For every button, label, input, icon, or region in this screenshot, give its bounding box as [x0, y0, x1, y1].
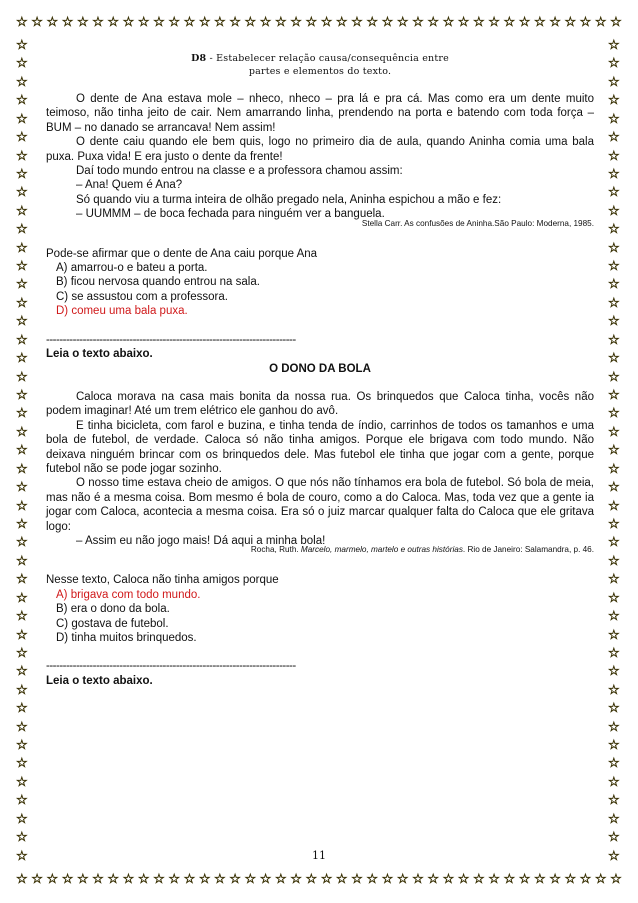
- star-icon: ☆: [244, 14, 257, 29]
- star-icon: ☆: [92, 14, 104, 29]
- star-icon: ☆: [608, 147, 620, 163]
- text1-paragraph: O dente caiu quando ele bem quis, logo no primeiro dia de aula, quando Aninha comia uma bala puxa. Puxa vida! E era justo o dente da frente!: [46, 136, 594, 163]
- border-left: [16, 38, 30, 863]
- star-icon: ☆: [608, 331, 620, 347]
- star-icon: ☆: [608, 165, 620, 181]
- star-icon: ☆: [16, 571, 28, 587]
- star-icon: ☆: [16, 55, 28, 71]
- star-icon: ☆: [16, 681, 28, 697]
- star-icon: ☆: [274, 14, 287, 29]
- star-icon: ☆: [61, 871, 74, 886]
- star-icon: ☆: [16, 810, 28, 826]
- star-icon: ☆: [259, 871, 272, 886]
- star-icon: ☆: [608, 184, 620, 200]
- star-icon: ☆: [229, 871, 241, 886]
- star-icon: ☆: [16, 423, 28, 439]
- star-icon: ☆: [608, 73, 620, 89]
- text2-title: O DONO DA BOLA: [269, 362, 371, 375]
- star-icon: ☆: [16, 14, 28, 29]
- star-icon: ☆: [16, 737, 28, 753]
- star-icon: ☆: [579, 871, 592, 886]
- question1-option-a: A) amarrou-o e bateu a porta.: [56, 262, 208, 275]
- star-icon: ☆: [76, 871, 89, 886]
- text1-dialogue: – Ana! Quem é Ana?: [76, 179, 183, 192]
- star-icon: ☆: [305, 14, 318, 29]
- star-icon: ☆: [608, 829, 620, 845]
- star-icon: ☆: [290, 871, 302, 886]
- star-icon: ☆: [335, 14, 348, 29]
- separator: ---------------------------------------------------------------------------: [46, 660, 296, 673]
- star-icon: ☆: [16, 276, 28, 292]
- star-icon: ☆: [533, 14, 546, 29]
- star-icon: ☆: [16, 129, 28, 145]
- star-icon: ☆: [198, 871, 211, 886]
- separator: ---------------------------------------------------------------------------: [46, 333, 296, 346]
- star-icon: ☆: [214, 14, 226, 29]
- star-icon: ☆: [608, 92, 620, 108]
- star-icon: ☆: [16, 37, 28, 52]
- star-icon: ☆: [16, 202, 28, 218]
- star-icon: ☆: [442, 14, 455, 29]
- star-icon: ☆: [608, 221, 620, 237]
- star-icon: ☆: [107, 14, 120, 29]
- star-icon: ☆: [16, 368, 28, 384]
- star-icon: ☆: [16, 534, 28, 550]
- star-icon: ☆: [320, 14, 333, 29]
- star-icon: ☆: [608, 681, 620, 697]
- star-icon: ☆: [16, 847, 28, 863]
- star-icon: ☆: [16, 515, 28, 531]
- star-icon: ☆: [608, 294, 620, 310]
- star-icon: ☆: [608, 239, 620, 255]
- text2-paragraph: O nosso time estava cheio de amigos. O que nós não tínhamos era bola de futebol. Só bola de meia, mas não é a mesma coisa. Bom mesmo é bola de couro, como a do Caloca. Mas, toda vez que a gente ia jogar com Caloca, acontecia a mesma coisa. Era só o juiz marcar qualquer falta do Caloca que ele gritava logo:: [46, 477, 594, 533]
- star-icon: ☆: [396, 14, 409, 29]
- star-icon: ☆: [608, 773, 620, 789]
- star-icon: ☆: [92, 871, 104, 886]
- star-icon: ☆: [381, 14, 394, 29]
- star-icon: ☆: [16, 110, 28, 126]
- star-icon: ☆: [608, 110, 620, 126]
- star-icon: ☆: [168, 14, 180, 29]
- text1-source: Stella Carr. As confusões de Aninha.São Paulo: Moderna, 1985.: [361, 218, 594, 228]
- star-icon: ☆: [608, 442, 620, 458]
- star-icon: ☆: [608, 258, 620, 274]
- star-icon: ☆: [229, 14, 241, 29]
- star-icon: ☆: [549, 14, 561, 29]
- star-icon: ☆: [168, 871, 180, 886]
- star-icon: ☆: [274, 871, 287, 886]
- question1-option-d-answer: D) comeu uma bala puxa.: [56, 305, 188, 318]
- star-icon: ☆: [61, 14, 74, 29]
- star-icon: ☆: [608, 515, 620, 531]
- star-icon: ☆: [564, 871, 577, 886]
- star-icon: ☆: [351, 14, 363, 29]
- question1: [46, 247, 594, 319]
- star-icon: ☆: [16, 589, 28, 605]
- star-icon: ☆: [396, 871, 409, 886]
- question2-option-d: D) tinha muitos brinquedos.: [56, 632, 197, 644]
- star-icon: ☆: [608, 737, 620, 753]
- page-content: [46, 52, 594, 688]
- question1-option-c: C) se assustou com a professora.: [56, 290, 228, 303]
- star-icon: ☆: [153, 871, 165, 886]
- text2-paragraph: E tinha bicicleta, com farol e buzina, e tinha tenda de índio, carrinhos de todos os tamanhos e uma bola de futebol, de verdade. Caloca só não tinha amigos. Porque ele brigava com todo mundo. Não deixava ninguém brincar com os brinquedos dele. Mas futebol ele tinha que jogar com a gente, porque futebol não se pode jogar sozinho.: [46, 419, 594, 475]
- star-icon: ☆: [16, 92, 28, 108]
- star-icon: ☆: [608, 368, 620, 384]
- text2-source-rest: . Rio de Janeiro: Salamandra, p. 46.: [462, 545, 594, 555]
- star-icon: ☆: [608, 497, 620, 513]
- star-icon: ☆: [351, 871, 363, 886]
- star-icon: ☆: [137, 871, 150, 886]
- star-icon: ☆: [137, 14, 150, 29]
- star-icon: ☆: [16, 773, 28, 789]
- star-icon: ☆: [594, 14, 607, 29]
- star-icon: ☆: [16, 258, 28, 274]
- descriptor-line2: partes e elementos do texto.: [248, 66, 392, 77]
- star-icon: ☆: [442, 871, 455, 886]
- text2-source-title: Marcelo, marmelo, martelo e outras histórias: [300, 545, 463, 555]
- star-icon: ☆: [16, 644, 28, 660]
- page-number: 11: [312, 849, 326, 862]
- star-icon: ☆: [608, 129, 620, 145]
- star-icon: ☆: [198, 14, 211, 29]
- star-icon: ☆: [16, 608, 28, 624]
- star-icon: ☆: [608, 644, 620, 660]
- star-icon: ☆: [608, 460, 620, 476]
- star-icon: ☆: [46, 871, 59, 886]
- question1-option-b: B) ficou nervosa quando entrou na sala.: [56, 276, 260, 289]
- descriptor-heading: [46, 52, 594, 78]
- star-icon: ☆: [76, 14, 89, 29]
- question2-stem: Nesse texto, Caloca não tinha amigos porque: [46, 574, 279, 587]
- star-icon: ☆: [16, 460, 28, 476]
- star-icon: ☆: [610, 14, 622, 29]
- text2-dialogue: – Assim eu não jogo mais! Dá aqui a minha bola!: [76, 534, 326, 547]
- star-icon: ☆: [608, 276, 620, 292]
- border-bottom: [16, 872, 622, 886]
- text2-source-author: Rocha, Ruth.: [250, 545, 301, 555]
- star-icon: ☆: [412, 14, 424, 29]
- star-icon: ☆: [16, 718, 28, 734]
- star-icon: ☆: [16, 405, 28, 421]
- star-icon: ☆: [610, 871, 622, 886]
- question2-option-b: B) era o dono da bola.: [56, 603, 170, 616]
- star-icon: ☆: [16, 147, 28, 163]
- star-icon: ☆: [427, 14, 439, 29]
- star-icon: ☆: [16, 755, 28, 771]
- star-icon: ☆: [366, 871, 379, 886]
- star-icon: ☆: [259, 14, 272, 29]
- descriptor-code: D8: [191, 53, 207, 64]
- instruction: Leia o texto abaixo.: [46, 674, 153, 687]
- star-icon: ☆: [608, 313, 620, 329]
- star-icon: ☆: [214, 871, 226, 886]
- star-icon: ☆: [608, 626, 620, 642]
- text1-paragraph: Daí todo mundo entrou na classe e a professora chamou assim:: [76, 165, 403, 178]
- star-icon: ☆: [16, 165, 28, 181]
- star-icon: ☆: [608, 405, 620, 421]
- star-icon: ☆: [457, 14, 470, 29]
- star-icon: ☆: [608, 810, 620, 826]
- star-icon: ☆: [335, 871, 348, 886]
- star-icon: ☆: [608, 589, 620, 605]
- star-icon: ☆: [608, 792, 620, 808]
- star-icon: ☆: [31, 871, 43, 886]
- star-icon: ☆: [608, 700, 620, 716]
- border-right: [608, 38, 622, 863]
- star-icon: ☆: [16, 871, 28, 886]
- star-icon: ☆: [46, 14, 59, 29]
- text1-dialogue: – UUMMM – de boca fechada para ninguém ver a banguela.: [76, 208, 385, 221]
- star-icon: ☆: [16, 552, 28, 568]
- star-icon: ☆: [16, 626, 28, 642]
- border-top: [16, 15, 622, 29]
- star-icon: ☆: [608, 350, 620, 366]
- star-icon: ☆: [608, 608, 620, 624]
- star-icon: ☆: [608, 847, 620, 863]
- star-icon: ☆: [122, 871, 135, 886]
- star-icon: ☆: [16, 184, 28, 200]
- star-icon: ☆: [290, 14, 302, 29]
- instruction: Leia o texto abaixo.: [46, 348, 153, 361]
- star-icon: ☆: [608, 387, 620, 403]
- star-icon: ☆: [16, 239, 28, 255]
- text2-paragraph: Caloca morava na casa mais bonita da nossa rua. Os brinquedos que Caloca tinha, vocês não podem imaginar! Até um trem elétrico ele ganhou do avô.: [46, 390, 594, 418]
- star-icon: ☆: [16, 442, 28, 458]
- star-icon: ☆: [412, 871, 424, 886]
- star-icon: ☆: [16, 792, 28, 808]
- star-icon: ☆: [16, 221, 28, 237]
- star-icon: ☆: [16, 350, 28, 366]
- star-icon: ☆: [305, 871, 318, 886]
- star-icon: ☆: [518, 14, 531, 29]
- star-icon: ☆: [503, 14, 516, 29]
- star-icon: ☆: [320, 871, 333, 886]
- star-icon: ☆: [16, 497, 28, 513]
- star-icon: ☆: [16, 313, 28, 329]
- star-icon: ☆: [594, 871, 607, 886]
- star-icon: ☆: [608, 37, 620, 52]
- star-icon: ☆: [381, 871, 394, 886]
- star-icon: ☆: [608, 552, 620, 568]
- star-icon: ☆: [608, 718, 620, 734]
- star-icon: ☆: [183, 14, 196, 29]
- star-icon: ☆: [457, 871, 470, 886]
- star-icon: ☆: [16, 700, 28, 716]
- star-icon: ☆: [488, 14, 500, 29]
- star-icon: ☆: [608, 423, 620, 439]
- text1-paragraph: Só quando viu a turma inteira de olhão pregado nela, Aninha espichou a mão e fez:: [76, 193, 502, 206]
- star-icon: ☆: [16, 73, 28, 89]
- star-icon: ☆: [608, 534, 620, 550]
- star-icon: ☆: [608, 55, 620, 71]
- star-icon: ☆: [473, 14, 485, 29]
- star-icon: ☆: [533, 871, 546, 886]
- question2-option-c: C) gostava de futebol.: [56, 617, 169, 630]
- star-icon: ☆: [608, 479, 620, 495]
- star-icon: ☆: [608, 663, 620, 679]
- star-icon: ☆: [16, 479, 28, 495]
- star-icon: ☆: [16, 331, 28, 347]
- star-icon: ☆: [16, 663, 28, 679]
- star-icon: ☆: [608, 202, 620, 218]
- star-icon: ☆: [518, 871, 531, 886]
- star-icon: ☆: [183, 871, 196, 886]
- question1-stem: Pode-se afirmar que o dente de Ana caiu porque Ana: [46, 247, 318, 260]
- star-icon: ☆: [608, 571, 620, 587]
- star-icon: ☆: [427, 871, 439, 886]
- star-icon: ☆: [608, 755, 620, 771]
- descriptor-line1: - Estabelecer relação causa/consequência entre: [206, 53, 449, 64]
- star-icon: ☆: [16, 387, 28, 403]
- star-icon: ☆: [564, 14, 577, 29]
- star-icon: ☆: [153, 14, 165, 29]
- star-icon: ☆: [579, 14, 592, 29]
- star-icon: ☆: [31, 14, 43, 29]
- text1-paragraph: O dente de Ana estava mole – nheco, nheco – pra lá e pra cá. Mas como era um dente muito teimoso, não tinha jeito de cair. Nem amarrando linha, prendendo na porta e batendo com toda força – BUM – no danado se arrancava! Nem assim!: [46, 93, 594, 134]
- star-icon: ☆: [107, 871, 120, 886]
- star-icon: ☆: [244, 871, 257, 886]
- star-icon: ☆: [503, 871, 516, 886]
- star-icon: ☆: [366, 14, 379, 29]
- star-icon: ☆: [473, 871, 485, 886]
- star-icon: ☆: [16, 294, 28, 310]
- question2-option-a-answer: A) brigava com todo mundo.: [56, 588, 201, 601]
- star-icon: ☆: [122, 14, 135, 29]
- star-icon: ☆: [16, 829, 28, 845]
- star-icon: ☆: [549, 871, 561, 886]
- star-icon: ☆: [488, 871, 500, 886]
- question2: [46, 573, 594, 645]
